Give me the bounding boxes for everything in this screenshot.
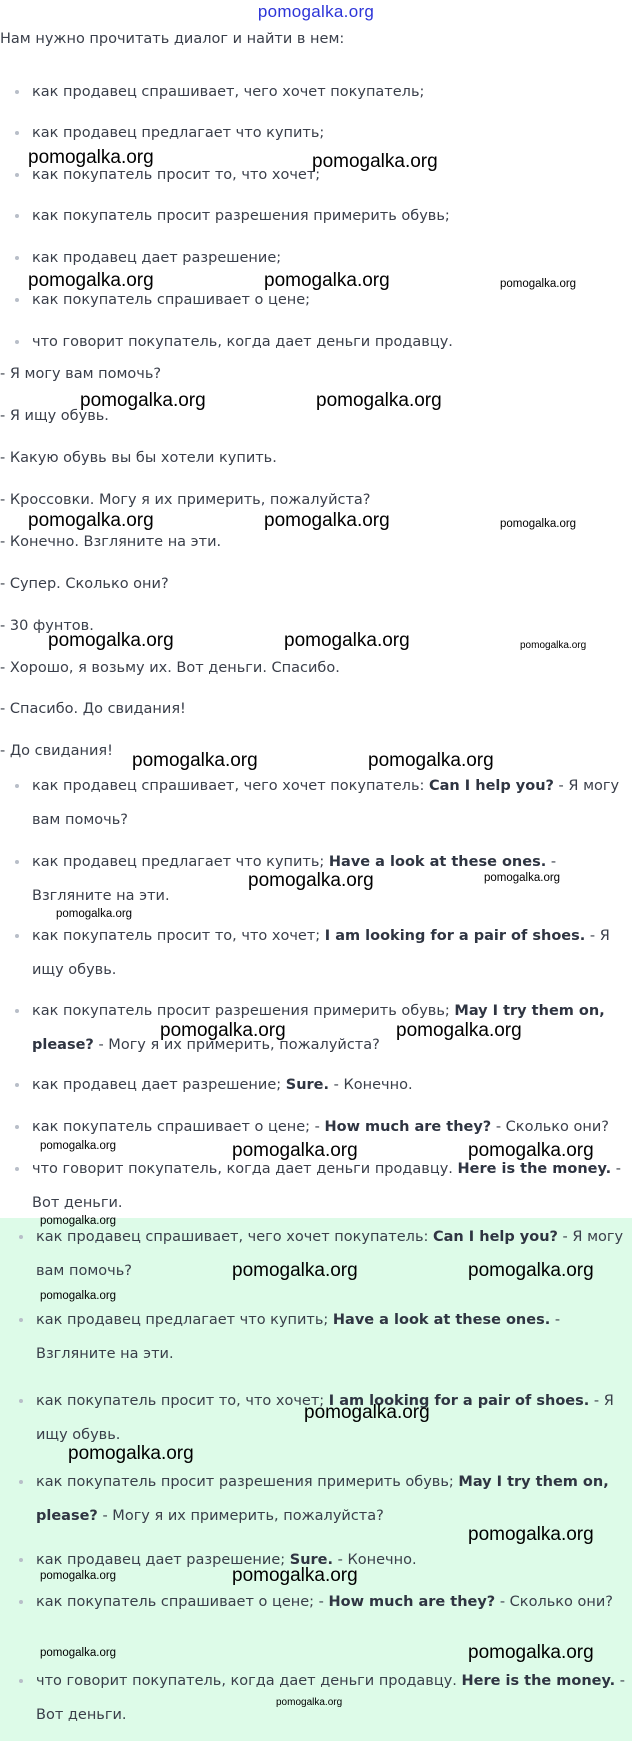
list-item: как продавец спрашивает, чего хочет покупатель; [0, 75, 627, 109]
watermark: pomogalka.org [484, 872, 561, 884]
answer-item: как покупатель спрашивает о цене; - How much are they? - Сколько они? [0, 1110, 627, 1144]
watermark: pomogalka.org [368, 750, 494, 771]
answer-item: как продавец предлагает что купить; Have a look at these ones. - Взгляните на эти. [0, 845, 627, 913]
watermark: pomogalka.org [276, 1697, 343, 1708]
dialog-line: - До свидания! [0, 743, 113, 759]
watermark: pomogalka.org [80, 390, 206, 411]
watermark: pomogalka.org [132, 750, 258, 771]
answer-box-item: как продавец дает разрешение; Sure. - Конечно. [0, 1543, 626, 1577]
watermark: pomogalka.org [468, 1524, 594, 1545]
watermark: pomogalka.org [500, 278, 577, 290]
dialog-line: - Конечно. Взгляните на эти. [0, 534, 222, 550]
watermark: pomogalka.org [28, 147, 154, 168]
watermark: pomogalka.org [396, 1020, 522, 1041]
dialog-line: - Супер. Сколько они? [0, 576, 169, 592]
answer-box-item: как продавец предлагает что купить; Have a look at these ones. - Взгляните на эти. [0, 1303, 626, 1371]
intro-text: Нам нужно прочитать диалог и найти в нем: [0, 31, 345, 47]
answer-box-item: как продавец спрашивает, чего хочет покупатель: Can I help you? - Я могу вам помочь? [0, 1220, 626, 1288]
watermark: pomogalka.org [264, 270, 390, 291]
answer-item: как покупатель просит разрешения примерить обувь; May I try them on, please? - Могу я их примерить, пожалуйста? [0, 994, 627, 1062]
watermark: pomogalka.org [304, 1402, 430, 1423]
watermark: pomogalka.org [232, 1565, 358, 1586]
dialog-line: - 30 фунтов. [0, 618, 94, 634]
watermark: pomogalka.org [40, 1215, 117, 1227]
answer-box-item: как покупатель просит то, что хочет; I am looking for a pair of shoes. - Я ищу обувь. [0, 1384, 626, 1452]
watermark: pomogalka.org [468, 1140, 594, 1161]
list-item: что говорит покупатель, когда дает деньги продавцу. [0, 325, 627, 359]
watermark: pomogalka.org [56, 908, 133, 920]
site-link[interactable]: pomogalka.org [257, 2, 375, 21]
watermark: pomogalka.org [160, 1020, 286, 1041]
watermark: pomogalka.org [40, 1290, 117, 1302]
watermark: pomogalka.org [40, 1140, 117, 1152]
list-item: как покупатель просит то, что хочет; [0, 158, 627, 192]
dialog-line: - Я ищу обувь. [0, 408, 109, 424]
watermark: pomogalka.org [28, 510, 154, 531]
watermark: pomogalka.org [500, 518, 577, 530]
watermark: pomogalka.org [284, 630, 410, 651]
watermark: pomogalka.org [68, 1443, 194, 1464]
answer-item: как покупатель просит то, что хочет; I am looking for a pair of shoes. - Я ищу обувь. [0, 919, 627, 987]
answer-item: как продавец дает разрешение; Sure. - Конечно. [0, 1068, 627, 1102]
answer-box-item: как покупатель спрашивает о цене; - How much are they? - Сколько они? [0, 1585, 626, 1619]
dialog-line: - Хорошо, я возьму их. Вот деньги. Спасибо. [0, 660, 340, 676]
dialog-line: - Кроссовки. Могу я их примерить, пожалуйста? [0, 492, 371, 508]
watermark: pomogalka.org [468, 1260, 594, 1281]
watermark: pomogalka.org [520, 640, 587, 651]
watermark: pomogalka.org [468, 1642, 594, 1663]
watermark: pomogalka.org [264, 510, 390, 531]
watermark: pomogalka.org [312, 151, 438, 172]
dialog-line: - Я могу вам помочь? [0, 366, 162, 382]
watermark: pomogalka.org [28, 270, 154, 291]
answer-box-item: что говорит покупатель, когда дает деньги продавцу. Here is the money. - Вот деньги. [0, 1664, 626, 1732]
watermark: pomogalka.org [232, 1260, 358, 1281]
answer-item: что говорит покупатель, когда дает деньги продавцу. Here is the money. - Вот деньги. [0, 1152, 627, 1220]
list-item: как покупатель просит разрешения примерить обувь; [0, 199, 627, 233]
list-item: как продавец дает разрешение; [0, 241, 627, 275]
dialog-line: - Какую обувь вы бы хотели купить. [0, 450, 277, 466]
watermark: pomogalka.org [232, 1140, 358, 1161]
answer-item: как продавец спрашивает, чего хочет покупатель: Can I help you? - Я могу вам помочь? [0, 769, 627, 837]
watermark: pomogalka.org [40, 1647, 117, 1659]
list-item: как продавец предлагает что купить; [0, 116, 627, 150]
watermark: pomogalka.org [316, 390, 442, 411]
watermark: pomogalka.org [40, 1570, 117, 1582]
list-item: как покупатель спрашивает о цене; [0, 283, 627, 317]
dialog-line: - Спасибо. До свидания! [0, 701, 186, 717]
watermark: pomogalka.org [48, 630, 174, 651]
answer-box-item: как покупатель просит разрешения примерить обувь; May I try them on, please? - Могу я их примерить, пожалуйста? [0, 1465, 626, 1533]
watermark: pomogalka.org [248, 870, 374, 891]
